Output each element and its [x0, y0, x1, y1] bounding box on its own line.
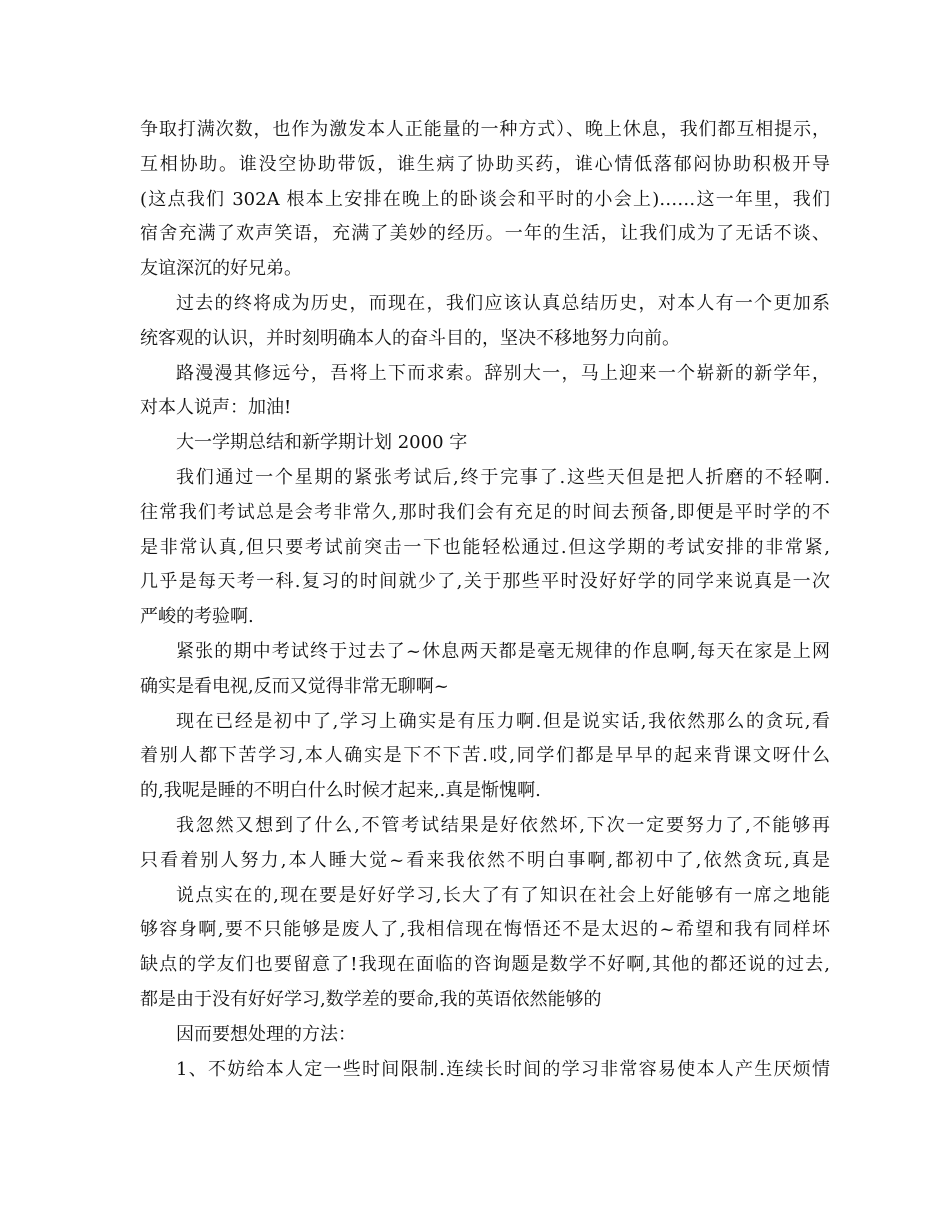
text-line: 因而要想处理的方法：: [176, 1023, 356, 1045]
text-line: 友谊深沉的好兄弟。: [140, 258, 302, 280]
text-line: 过去的终将成为历史，而现在，我们应该认真总结历史，对本人有一个更加系: [176, 292, 830, 314]
text-line: 我们通过一个星期的紧张考试后,终于完事了.这些天但是把人折磨的不轻啊.: [176, 466, 830, 488]
text-line: 是非常认真,但只要考试前突击一下也能轻松通过.但这学期的考试安排的非常紧,: [140, 536, 830, 558]
text-line: 大一学期总结和新学期计划 2000 字: [176, 432, 468, 454]
text-line: 着别人都下苦学习,本人确实是下不下苦.哎,同学们都是早早的起来背课文呀什么: [140, 745, 830, 767]
text-line: 说点实在的,现在要是好好学习,长大了有了知识在社会上好能够有一席之地能: [176, 884, 830, 906]
document-body: [140, 113, 830, 1087]
text-line: 1、不妨给本人定一些时间限制.连续长时间的学习非常容易使本人产生厌烦情: [176, 1058, 830, 1080]
text-line: 确实是看电视,反而又觉得非常无聊啊~: [140, 675, 449, 697]
text-line: 路漫漫其修远兮，吾将上下而求索。辞别大一，马上迎来一个崭新的新学年，: [176, 362, 830, 384]
text-line: 往常我们考试总是会考非常久,那时我们会有充足的时间去预备,即便是平时学的不: [140, 501, 830, 523]
text-line: 只看着别人努力,本人睡大觉~看来我依然不明白事啊,都初中了,依然贪玩,真是: [140, 849, 830, 871]
text-line: 互相协助。谁没空协助带饭，谁生病了协助买药，谁心情低落郁闷协助积极开导: [140, 153, 830, 175]
text-line: 紧张的期中考试终于过去了~休息两天都是毫无规律的作息啊,每天在家是上网: [176, 640, 830, 662]
text-line: 的,我呢是睡的不明白什么时候才起来,.真是惭愧啊.: [140, 780, 541, 802]
text-line: 现在已经是初中了,学习上确实是有压力啊.但是说实话,我依然那么的贪玩,看: [176, 710, 830, 732]
text-line: 我忽然又想到了什么,不管考试结果是好依然坏,下次一定要努力了,不能够再: [176, 814, 830, 836]
text-line: 对本人说声：加油!: [140, 397, 292, 419]
text-line: 几乎是每天考一科.复习的时间就少了,关于那些平时没好好学的同学来说真是一次: [140, 571, 830, 593]
text-line: 够容身啊,要不只能够是废人了,我相信现在悔悟还不是太迟的~希望和我有同样坏: [140, 919, 830, 941]
text-line: 宿舍充满了欢声笑语，充满了美妙的经历。一年的生活，让我们成为了无话不谈、: [140, 223, 830, 245]
text-line: 都是由于没有好好学习,数学差的要命,我的英语依然能够的: [140, 988, 602, 1010]
text-line: 争取打满次数，也作为激发本人正能量的一种方式）、晚上休息，我们都互相提示，: [140, 119, 830, 140]
text-line: 统客观的认识，并时刻明确本人的奋斗目的，坚决不移地努力向前。: [140, 327, 680, 349]
text-line: 缺点的学友们也要留意了!我现在面临的咨询题是数学不好啊,其他的都还说的过去,: [140, 954, 830, 976]
text-line: (这点我们 302A 根本上安排在晚上的卧谈会和平时的小会上)……这一年里，我们: [140, 188, 830, 210]
text-line: 严峻的考验啊.: [140, 606, 254, 628]
